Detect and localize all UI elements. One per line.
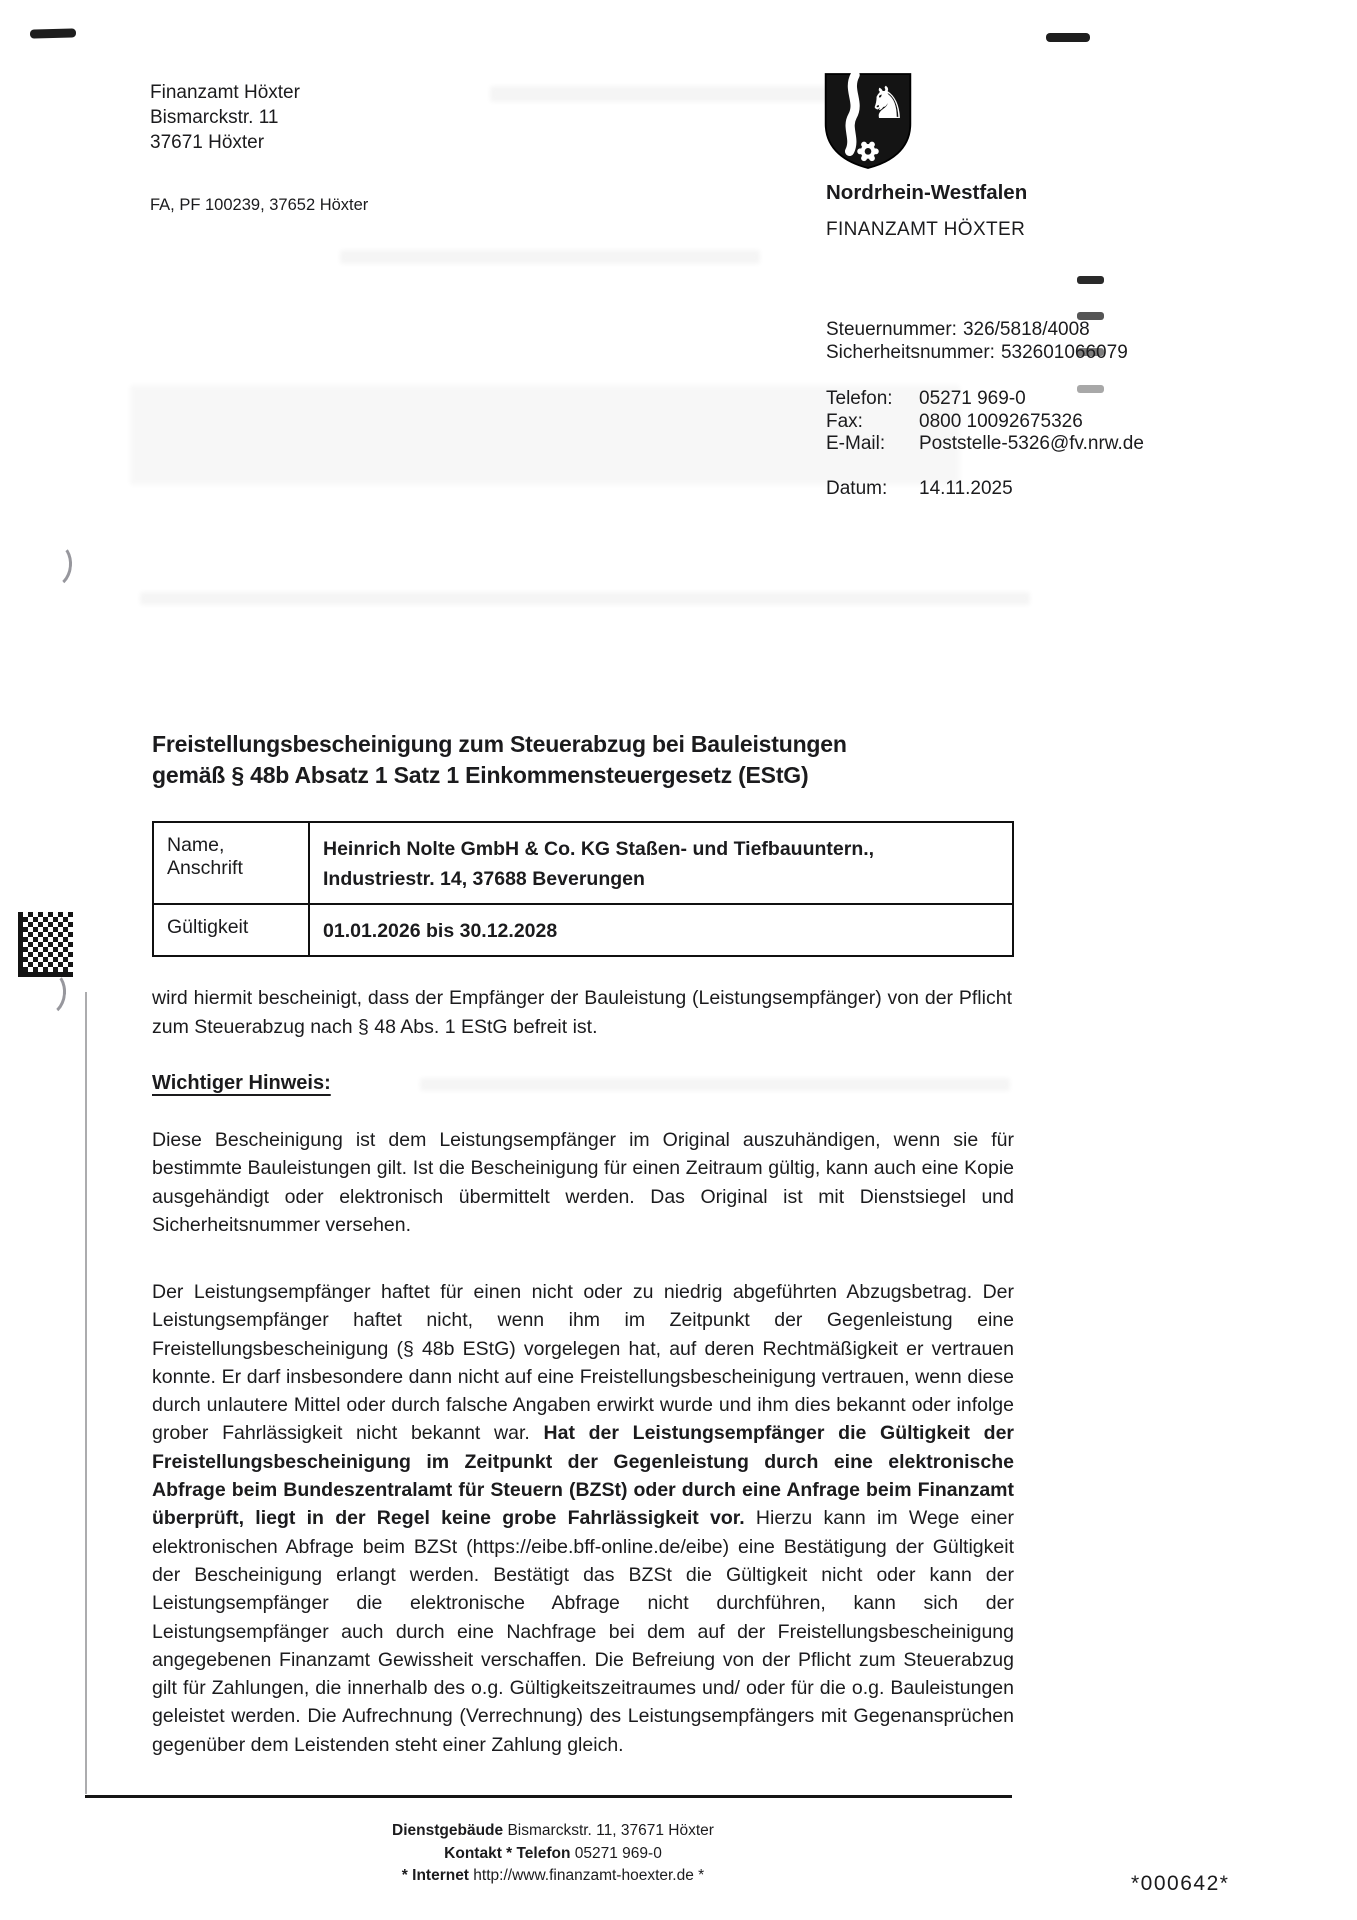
meta-block [826, 318, 1144, 500]
footer-dienstgebaeude-label: Dienstgebäude [392, 1822, 504, 1839]
scan-edge-line [85, 992, 87, 1794]
datamatrix-code-icon [18, 912, 73, 977]
gueltigkeit-label: Gültigkeit [154, 905, 310, 955]
office-name: FINANZAMT HÖXTER [826, 219, 1026, 240]
email-row [826, 433, 1144, 456]
paragraph2-part1: Der Leistungsempfänger haftet für einen nicht oder zu niedrig abgeführten Abzugsbetrag. Der Leistungsempfänger haftet nicht, wenn ihm im Zeitpunkt der Gegenleistung eine Freistellungsbescheinigung (§ 48b EStG) vorgelegen hat, auf deren Rechtmäßigkeit er vertrauen konnte. Er darf insbesondere dann nicht auf eine Freistellungsbescheinigung vertrauen, wenn diese durch unlautere Mittel oder durch falsche Angaben erwirkt wurde und ihm dies bekannt oder infolge grober Fahrlässigkeit nicht bekannt war. [152, 1281, 1014, 1445]
datum-value: 14.11.2025 [919, 477, 1013, 499]
sender-line: 37671 Höxter [150, 132, 265, 153]
company-name: Heinrich Nolte GmbH & Co. KG Staßen- und Tiefbauuntern., [323, 838, 875, 860]
fold-mark [1077, 276, 1104, 284]
telefon-row [826, 388, 1144, 411]
nrw-coat-of-arms [822, 70, 914, 172]
telefon-value: 05271 969-0 [919, 388, 1026, 409]
sicherheitsnummer-label: Sicherheitsnummer: [826, 342, 995, 363]
certification-paragraph: wird hiermit bescheinigt, dass der Empfänger der Bauleistung (Leistungsempfänger) von der Pflicht zum Steuerabzug nach § 48 Abs. 1 EStG befreit ist. [152, 987, 1012, 1038]
gueltigkeit-value: 01.01.2026 bis 30.12.2028 [323, 920, 558, 942]
scan-mark-top-left [30, 28, 76, 38]
bleedthrough-smudge [340, 250, 760, 264]
document-title-line2: gemäß § 48b Absatz 1 Satz 1 Einkommensteuergesetz (EStG) [152, 762, 809, 788]
steuernummer-value: 326/5818/4008 [962, 319, 1090, 340]
sicherheitsnummer-row [826, 341, 1144, 364]
name-anschrift-label: Name, Anschrift [154, 823, 310, 905]
footer-dienstgebaeude-value: Bismarckstr. 11, 37671 Höxter [503, 1822, 714, 1839]
steuernummer-row [826, 318, 1144, 341]
certificate-table [152, 821, 1014, 957]
rhine-band [850, 75, 856, 151]
footer-internet-value: http://www.finanzamt-hoexter.de * [468, 1867, 705, 1884]
sender-address-block [150, 80, 300, 155]
email-label: E-Mail: [826, 433, 886, 454]
scan-mark-top-right [1046, 33, 1090, 42]
footer-kontakt-value: 05271 969-0 [570, 1844, 662, 1862]
fax-label: Fax: [826, 410, 863, 432]
name-anschrift-value [310, 823, 1012, 905]
bleedthrough-smudge [140, 592, 1030, 605]
notice-paragraph-2 [152, 1278, 1014, 1759]
bleedthrough-smudge [420, 1078, 1010, 1091]
footer-block [150, 1820, 956, 1888]
email-value: Poststelle-5326@fv.nrw.de [919, 433, 1144, 454]
footer-line-kontakt [150, 1843, 956, 1866]
sender-line: Bismarckstr. 11 [150, 107, 279, 128]
notice-heading: Wichtiger Hinweis: [152, 1072, 331, 1094]
notice-paragraph-1: Diese Bescheinigung ist dem Leistungsempfänger im Original auszuhändigen, wenn sie für bestimmte Bauleistungen gilt. Ist die Bescheinigung für einen Zeitraum gültig, kann auch eine Kopie ausgehändigt oder elektronisch übermittelt werden. Das Original ist mit Dienstsiegel und Sicherheitsnummer versehen. [152, 1129, 1014, 1237]
footer-line-dienstgebaeude [150, 1820, 956, 1843]
fax-value: 0800 10092675326 [919, 410, 1083, 432]
paragraph2-bold: Hat der Leistungsempfänger die Gültigkeit der Freistellungsbescheinigung im Zeitpunkt der Gegenleistung durch eine elektronische Abfrage beim Bundeszentralamt für Steuern (BZSt) oder durch eine Anfrage beim Finanzamt überprüft, liegt in der Regel keine grobe Fahrlässigkeit vor. [152, 1422, 1014, 1530]
steuernummer-label: Steuernummer: [826, 319, 957, 340]
return-address: FA, PF 100239, 37652 Höxter [150, 196, 369, 214]
sender-line: Finanzamt Höxter [150, 82, 300, 103]
datum-label: Datum: [826, 477, 888, 499]
punch-hole-mark [34, 540, 75, 590]
datum-row [826, 478, 1144, 500]
document-title [152, 729, 1052, 791]
fax-row [826, 411, 1144, 434]
document-number: *000642* [1131, 1872, 1230, 1895]
footer-kontakt-label: Kontakt * Telefon [444, 1844, 571, 1862]
contact-rows [826, 388, 1144, 456]
telefon-label: Telefon: [826, 388, 893, 409]
footer-internet-label: * Internet [401, 1867, 469, 1884]
westphalia-horse-icon: ♞ [867, 78, 908, 130]
paragraph2-part2: Hierzu kann im Wege einer elektronischen Abfrage beim BZSt (https://eibe.bff-online.de/eibe) eine Bestätigung der Gültigkeit der Bescheinigung erlangt werden. Bestätigt das BZSt die Gültigkeit nicht oder kann der Leistungsempfänger die elektronische Abfrage nicht durchführen, kann sich der Leistungsempfänger auch durch eine Nachfrage bei dem auf der Freistellungsbescheinigung angegebenen Finanzamt Gewissheit verschaffen. Die Befreiung von der Pflicht zum Steuerabzug gilt für Zahlungen, die innerhalb des o.g. Gültigkeitszeitraumes und/ oder für die o.g. Bauleistungen geleistet werden. Die Aufrechnung (Verrechnung) des Leistungsempfängers mit Gegenansprüchen gegenüber dem Leistenden steht einer Zahlung gleich. [152, 1507, 1014, 1756]
company-address: Industriestr. 14, 37688 Beverungen [323, 868, 645, 890]
document-title-line1: Freistellungsbescheinigung zum Steuerabzug bei Bauleistungen [152, 731, 847, 757]
sicherheitsnummer-value: 532601066079 [1000, 342, 1128, 363]
footer-divider [85, 1795, 1012, 1798]
footer-line-internet [150, 1865, 956, 1888]
state-name: Nordrhein-Westfalen [826, 181, 1028, 204]
